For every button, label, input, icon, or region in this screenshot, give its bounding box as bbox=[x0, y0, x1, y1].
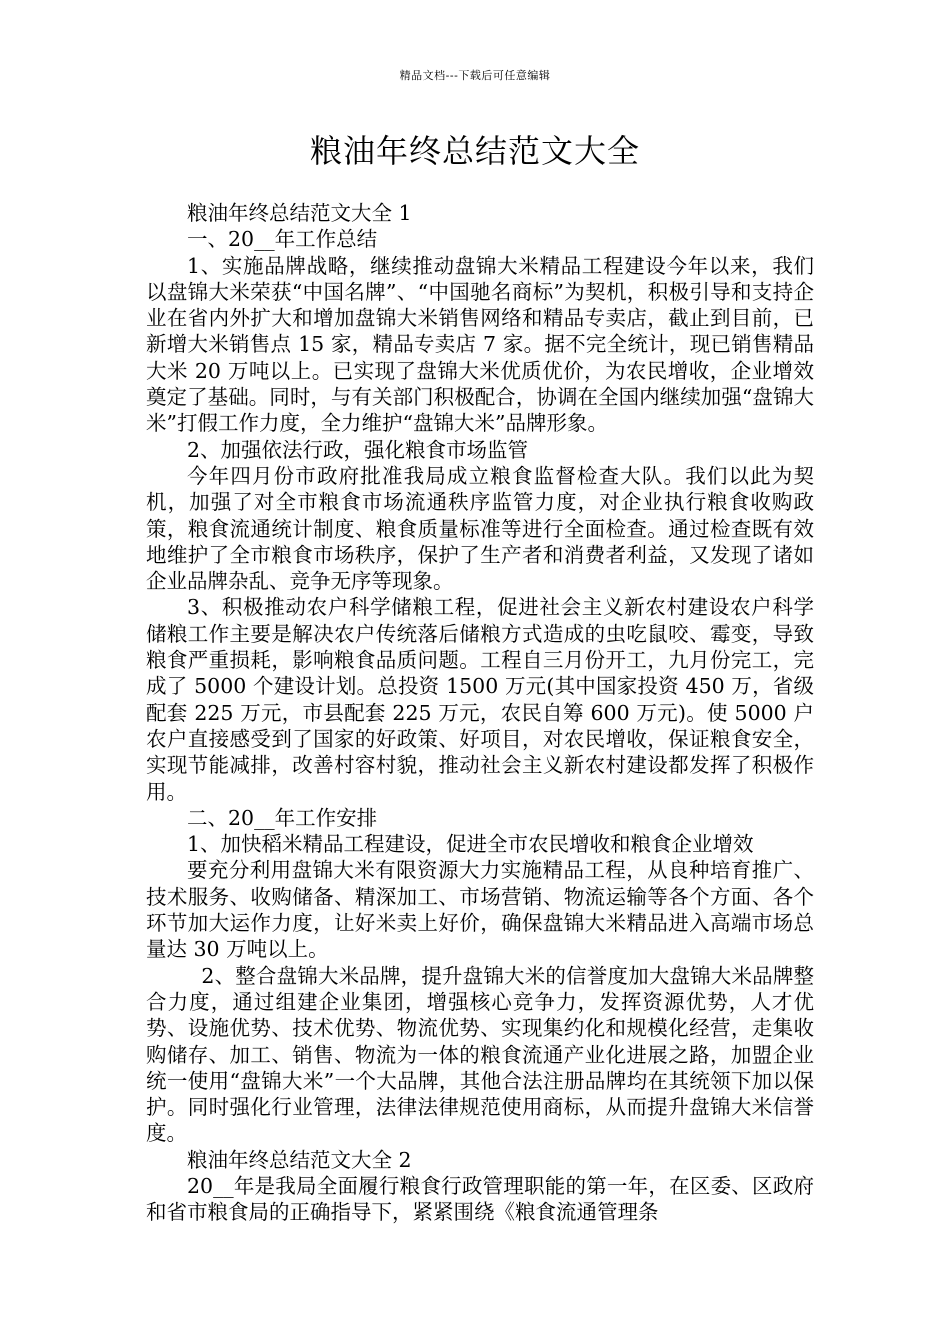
paragraph: 3、积极推动农户科学储粮工程，促进社会主义新农村建设农户科学储粮工作主要是解决农户传统落后储粮方式造成的虫吃鼠咬、霉变，导致粮食严重损耗，影响粮食品质问题。工程自三月份开工，九月份完工，完成了 5000 个建设计划。总投资 1500 万元(其中国家投资 450 万，省级配套 225 万元，市县配套 225 万元，农民自筹 600 万元)。使 5000 户农户直接感受到了国家的好政策、好项目，对农民增收，保证粮食安全，实现节能减排，改善村容村貌，推动社会主义新农村建设都发挥了积极作用。 bbox=[146, 595, 814, 804]
document-title: 粮油年终总结范文大全 bbox=[309, 132, 640, 170]
subsection-heading: 二、20__年工作安排 bbox=[187, 805, 378, 830]
section-heading: 粮油年终总结范文大全 1 bbox=[187, 201, 412, 225]
paragraph-heading: 2、加强依法行政，强化粮食市场监管 bbox=[187, 437, 529, 462]
subsection-heading: 一、20__年工作总结 bbox=[187, 227, 378, 252]
section-heading: 粮油年终总结范文大全 2 bbox=[187, 1147, 412, 1172]
paragraph: 1、实施品牌战略，继续推动盘锦大米精品工程建设今年以来，我们以盘锦大米荣获“中国名牌”、“中国驰名商标”为契机，积极引导和支持企业在省内外扩大和增加盘锦大米销售网络和精品专卖店，截止到目前，已新增大米销售点 15 家，精品专卖店 7 家。据不完全统计，现已销售精品大米 20 万吨以上。已实现了盘锦大米优质优价，为农民增收，企业增效奠定了基础。同时，与有关部门积极配合，协调在全国内继续加强“盘锦大米”打假工作力度，全力维护“盘锦大米”品牌形象。 bbox=[146, 253, 814, 436]
paragraph: 要充分利用盘锦大米有限资源大力实施精品工程，从良种培育推广、技术服务、收购储备、精深加工、市场营销、物流运输等各个方面、各个环节加大运作力度，让好米卖上好价，确保盘锦大米精品进入高端市场总量达 30 万吨以上。 bbox=[146, 858, 814, 962]
header-note: 精品文档---下载后可任意编辑 bbox=[399, 69, 551, 82]
paragraph: 2、整合盘锦大米品牌，提升盘锦大米的信誉度加大盘锦大米品牌整合力度，通过组建企业集团，增强核心竞争力，发挥资源优势，人才优势、设施优势、技术优势、物流优势、实现集约化和规模化经营，走集收购储存、加工、销售、物流为一体的粮食流通产业化进展之路，加盟企业统一使用“盘锦大米”一个大品牌，其他合法注册品牌均在其统领下加以保护。同时强化行业管理，法律法律规范使用商标，从而提升盘锦大米信誉度。 bbox=[146, 963, 814, 1146]
paragraph: 20__年是我局全面履行粮食行政管理职能的第一年，在区委、区政府和省市粮食局的正确指导下，紧紧围绕《粮食流通管理条 bbox=[146, 1173, 814, 1225]
paragraph: 今年四月份市政府批准我局成立粮食监督检查大队。我们以此为契机，加强了对全市粮食市场流通秩序监管力度，对企业执行粮食收购政策，粮食流通统计制度、粮食质量标准等进行全面检查。通过检查既有效地维护了全市粮食市场秩序，保护了生产者和消费者利益，又发现了诸如企业品牌杂乱、竞争无序等现象。 bbox=[146, 463, 814, 594]
paragraph-heading: 1、加快稻米精品工程建设，促进全市农民增收和粮食企业增效 bbox=[187, 832, 754, 857]
document-body bbox=[146, 200, 814, 1226]
